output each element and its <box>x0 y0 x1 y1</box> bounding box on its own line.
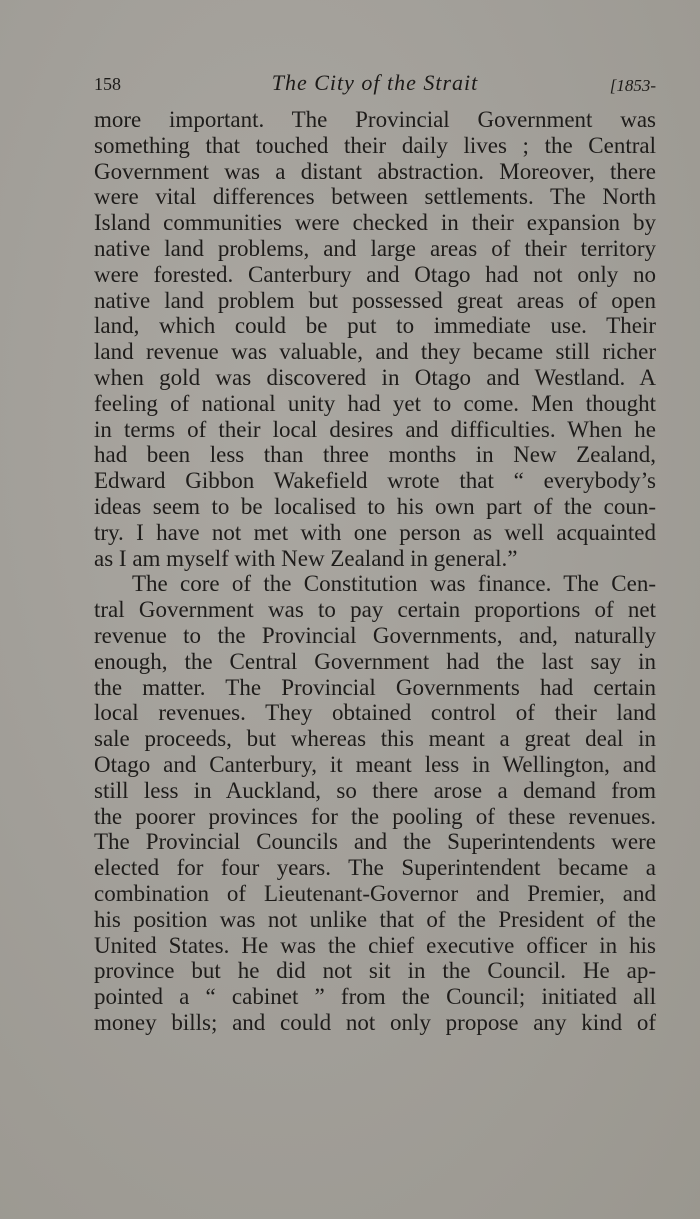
text-line: land revenue was valuable, and they became still richer <box>94 339 656 365</box>
text-line: Government was a distant abstraction. Moreover, there <box>94 158 656 184</box>
text-line: The Provincial Councils and the Superintendents were <box>94 829 656 855</box>
text-line: the matter. The Provincial Governments had certain <box>94 674 656 700</box>
text-line: elected for four years. The Superintendent became a <box>94 855 656 881</box>
text-line: still less in Auckland, so there arose a demand from <box>94 777 656 803</box>
text-line: were forested. Canterbury and Otago had not only no <box>94 261 656 287</box>
text-line: the poorer provinces for the pooling of these revenues. <box>94 803 656 829</box>
text-line: in terms of their local desires and difficulties. When he <box>94 416 656 442</box>
running-date: [1853- <box>609 76 656 95</box>
text-line: Edward Gibbon Wakefield wrote that “ everybody’s <box>94 468 656 494</box>
text-line: Island communities were checked in their expansion by <box>94 210 656 236</box>
text-line: province but he did not sit in the Council. He ap- <box>94 958 656 984</box>
text-line: money bills; and could not only propose any kind of <box>94 1009 656 1035</box>
text-line: were vital differences between settlements. The North <box>94 184 656 210</box>
text-line: land, which could be put to immediate use. Their <box>94 313 656 339</box>
text-line: native land problems, and large areas of their territory <box>94 235 656 261</box>
text-line: Otago and Canterbury, it meant less in Wellington, and <box>94 751 656 777</box>
running-title: The City of the Strait <box>271 70 479 95</box>
text-line: local revenues. They obtained control of their land <box>94 700 656 726</box>
text-line: tral Government was to pay certain proportions of net <box>94 597 656 623</box>
text-line: revenue to the Provincial Governments, and, naturally <box>94 622 656 648</box>
page-number: 158 <box>94 74 121 94</box>
text-line: try. I have not met with one person as well acquainted <box>94 519 656 545</box>
text-line: when gold was discovered in Otago and Westland. A <box>94 364 656 390</box>
text-line: native land problem but possessed great areas of open <box>94 287 656 313</box>
text-line: ideas seem to be localised to his own part of the coun- <box>94 493 656 519</box>
text-line: something that touched their daily lives ; the Central <box>94 132 656 158</box>
book-page <box>94 70 656 1036</box>
text-line: combination of Lieutenant-Governor and Premier, and <box>94 880 656 906</box>
text-line: United States. He was the chief executive officer in his <box>94 932 656 958</box>
paragraph-first-line: The core of the Constitution was finance. The Cen- <box>132 571 656 597</box>
text-line: had been less than three months in New Zealand, <box>94 442 656 468</box>
paragraph-end-line: as I am myself with New Zealand in general.” <box>94 545 518 571</box>
text-line: enough, the Central Government had the last say in <box>94 648 656 674</box>
body-text <box>94 107 656 1036</box>
text-line: his position was not unlike that of the President of the <box>94 906 656 932</box>
text-line: sale proceeds, but whereas this meant a great deal in <box>94 726 656 752</box>
text-line: feeling of national unity had yet to come. Men thought <box>94 390 656 416</box>
text-line: pointed a “ cabinet ” from the Council; initiated all <box>94 984 656 1010</box>
running-head <box>94 70 656 102</box>
text-line: more important. The Provincial Government was <box>94 107 656 132</box>
